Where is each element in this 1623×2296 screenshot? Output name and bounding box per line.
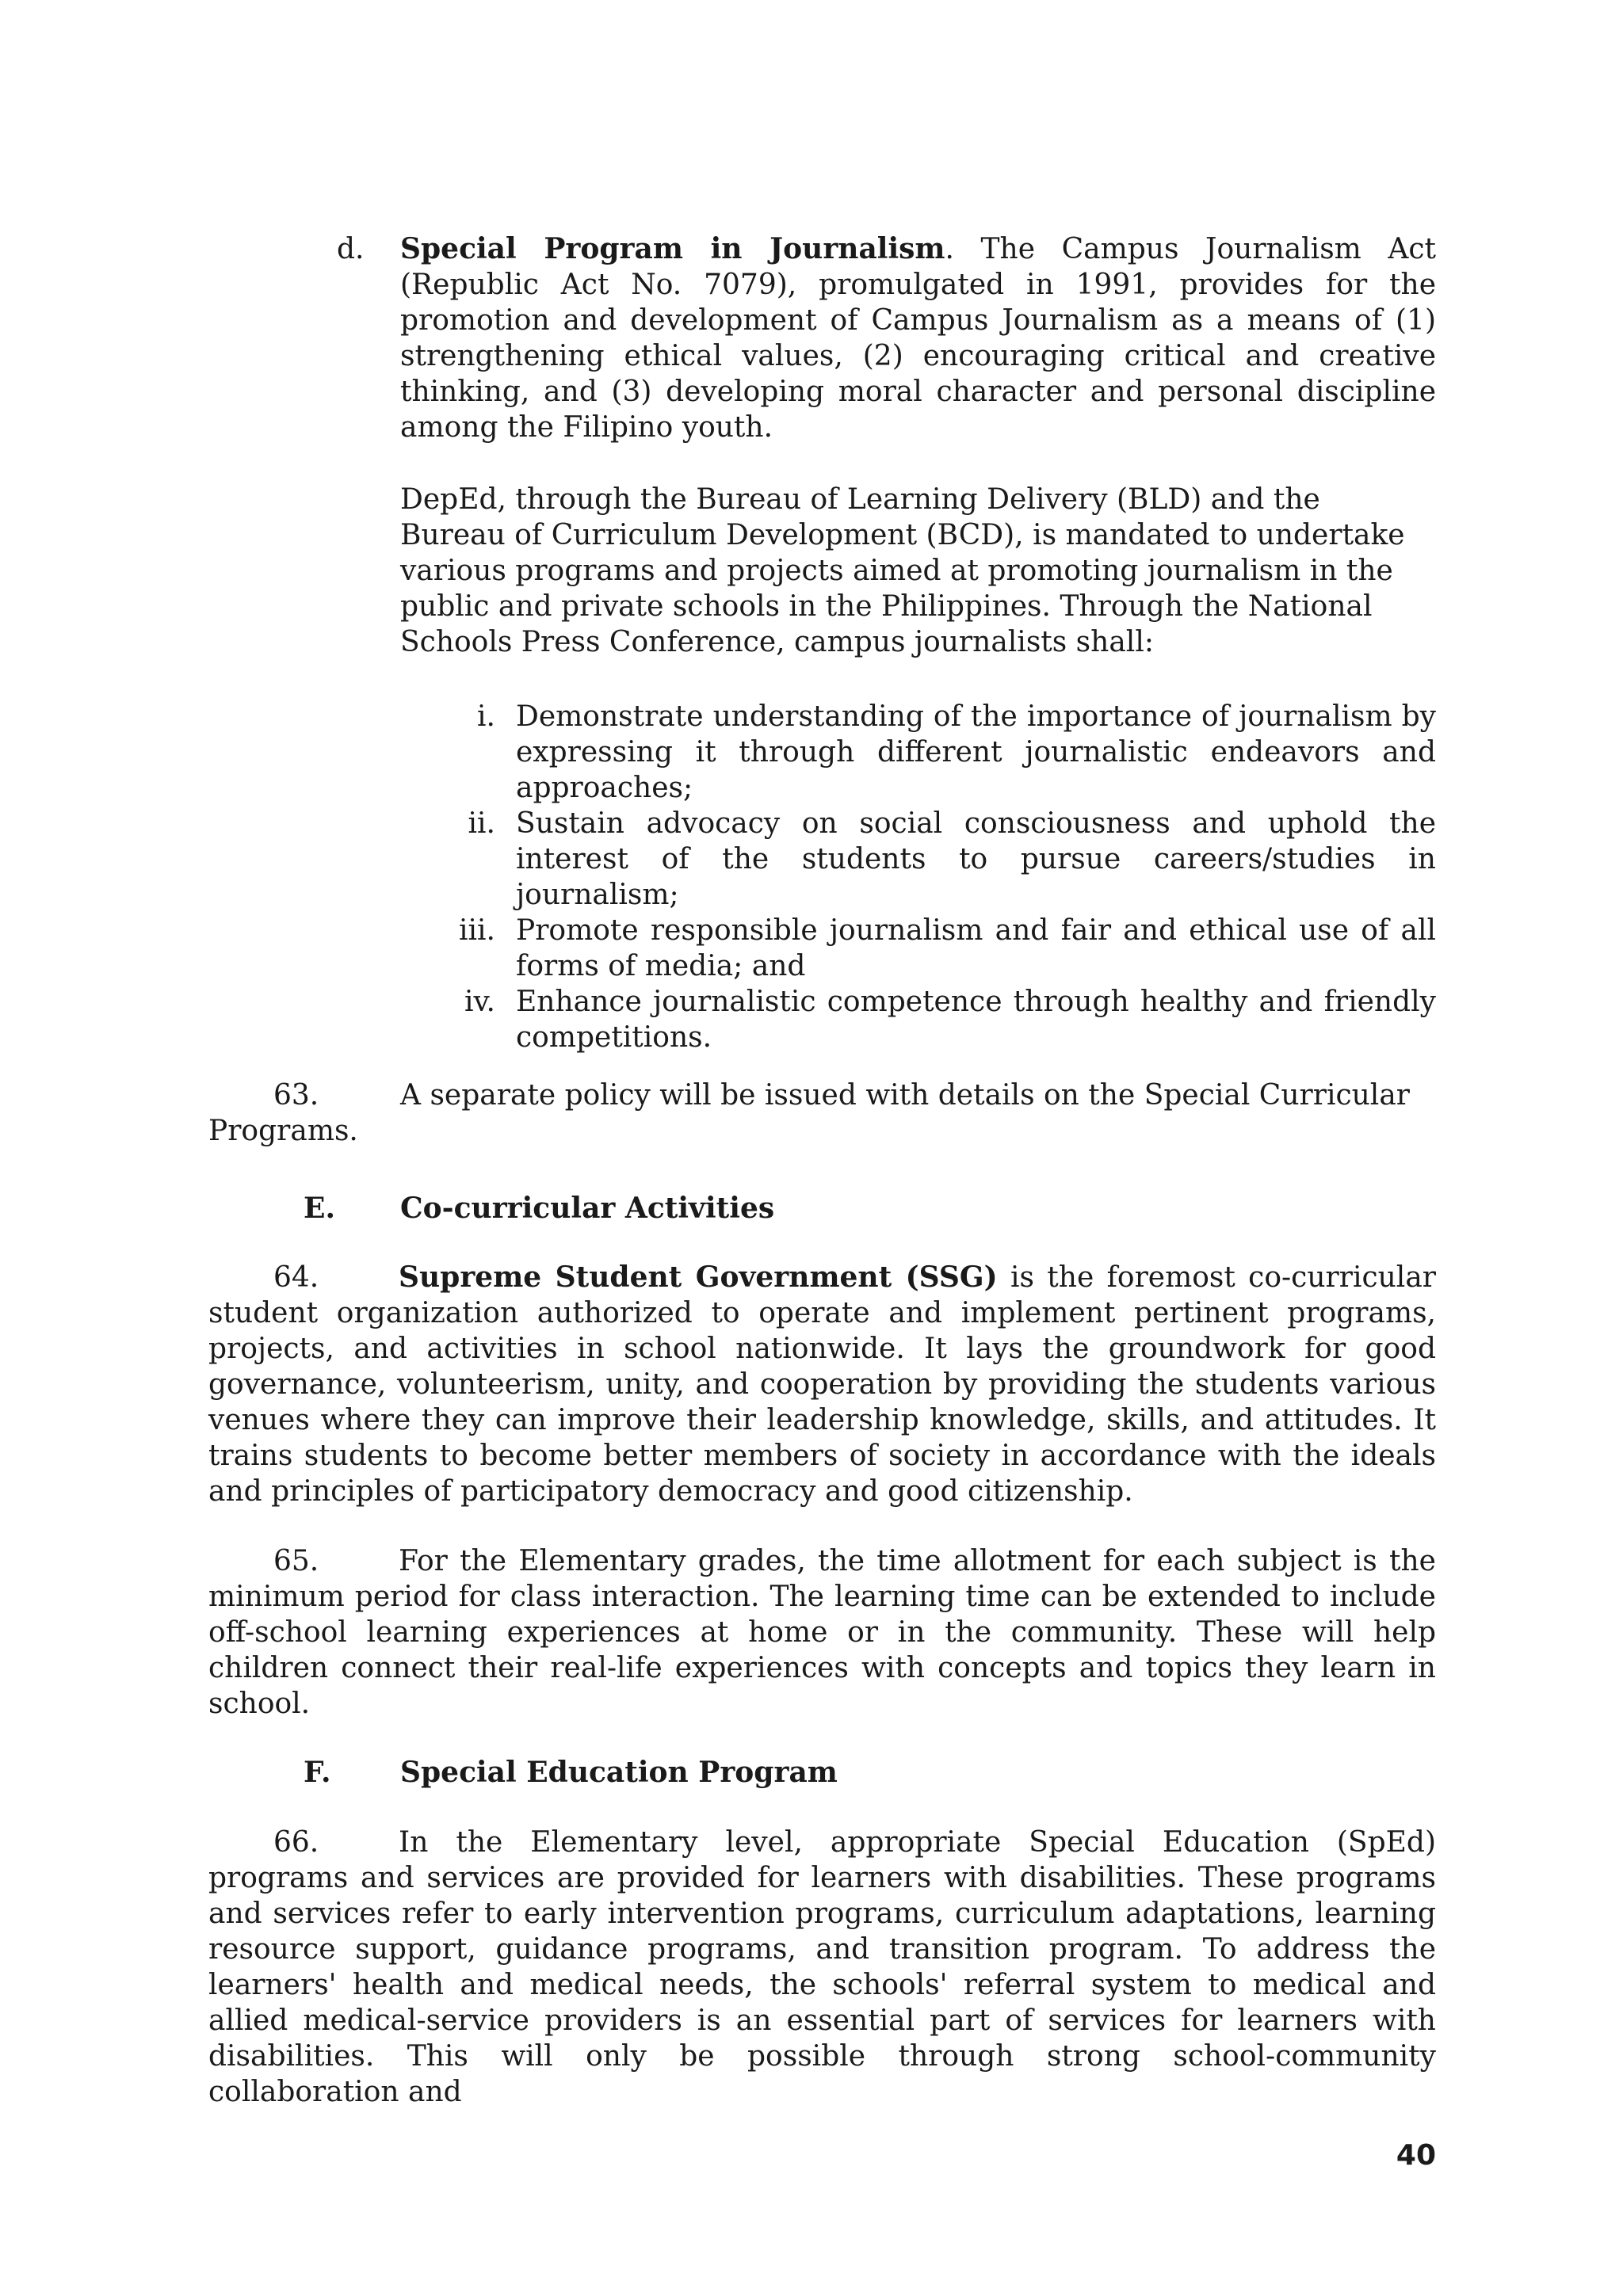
list-item-number: iv. (464, 986, 495, 1018)
list-item (400, 913, 1436, 984)
section-65-number: 65. (273, 1545, 319, 1577)
section-e-letter: E. (304, 1192, 335, 1225)
section-64-number: 64. (273, 1261, 319, 1294)
list-item (400, 984, 1436, 1055)
section-65-text: For the Elementary grades, the time allotment for each subject is the minimum period for class interaction. The learning time can be extended to include off-school learning experiences at home or in the community. These will help children connect their real-life experiences with concepts and topics they learn in school. (208, 1545, 1436, 1720)
list-item-text: Promote responsible journalism and fair and ethical use of all forms of media; and (516, 914, 1436, 982)
section-66-number: 66. (273, 1826, 319, 1859)
section-64-title: Supreme Student Government (SSG) (399, 1261, 998, 1294)
section-f-letter: F. (304, 1756, 331, 1789)
section-e-title: Co-curricular Activities (400, 1192, 775, 1225)
section-63-number: 63. (273, 1079, 319, 1112)
item-d-text: . The Campus Journalism Act (Republic Act No. 7079), promulgated in 1991, provides for the promotion and development of Campus Journalism as a means of (1) strengthening ethical values, (2) encouraging critical and creative thinking, and (3) developing moral character and personal discipline among the Filipino youth. (400, 233, 1437, 444)
section-64 (208, 1260, 1436, 1509)
item-d-marker: d. (337, 233, 365, 265)
item-d-paragraph (400, 231, 1436, 445)
section-66-text: In the Elementary level, appropriate Special Education (SpEd) programs and services are provided for learners with disabilities. These programs and services refer to early intervention programs, curriculum adaptations, learning resource support, guidance programs, and transition program. To address the learners' health and medical needs, the schools' referral system to medical and allied medical-service providers is an essential part of services for learners with disabilities. This will only be possible through strong school-community collaboration and (208, 1826, 1436, 2108)
section-63-text: A separate policy will be issued with details on the Special Curricular (400, 1079, 1410, 1112)
list-item (400, 699, 1436, 806)
list-item (400, 806, 1436, 913)
list-item-number: iii. (459, 914, 495, 947)
item-d-title: Special Program in Journalism (400, 232, 945, 265)
section-66 (208, 1825, 1436, 2110)
list-item-number: i. (477, 700, 495, 733)
section-65 (208, 1543, 1436, 1722)
list-item-text: Sustain advocacy on social consciousness and uphold the interest of the students to pursue careers/studies in journalism; (516, 807, 1436, 911)
section-f-title: Special Education Program (400, 1756, 838, 1789)
deped-paragraph: DepEd, through the Bureau of Learning Delivery (BLD) and the Bureau of Curriculum Development (BCD), is mandated to undertake various programs and projects aimed at promoting journalism in the public and private schools in the Philippines. Through the National Schools Press Conference, campus journalists shall: (400, 483, 1405, 658)
list-item-number: ii. (468, 807, 495, 840)
page-number: 40 (1396, 2139, 1436, 2172)
list-item-text: Enhance journalistic competence through healthy and friendly competitions. (516, 986, 1436, 1054)
section-63-continuation: Programs. (208, 1115, 358, 1147)
list-item-text: Demonstrate understanding of the importance of journalism by expressing it through different journalistic endeavors and approaches; (516, 700, 1436, 804)
section-64-text: is the foremost co-curricular student organization authorized to operate and implement pertinent programs, projects, and activities in school nationwide. It lays the groundwork for good governance, volunteerism, unity, and cooperation by providing the students various venues where they can improve their leadership knowledge, skills, and attitudes. It trains students to become better members of society in accordance with the ideals and principles of participatory democracy and good citizenship. (208, 1261, 1436, 1508)
